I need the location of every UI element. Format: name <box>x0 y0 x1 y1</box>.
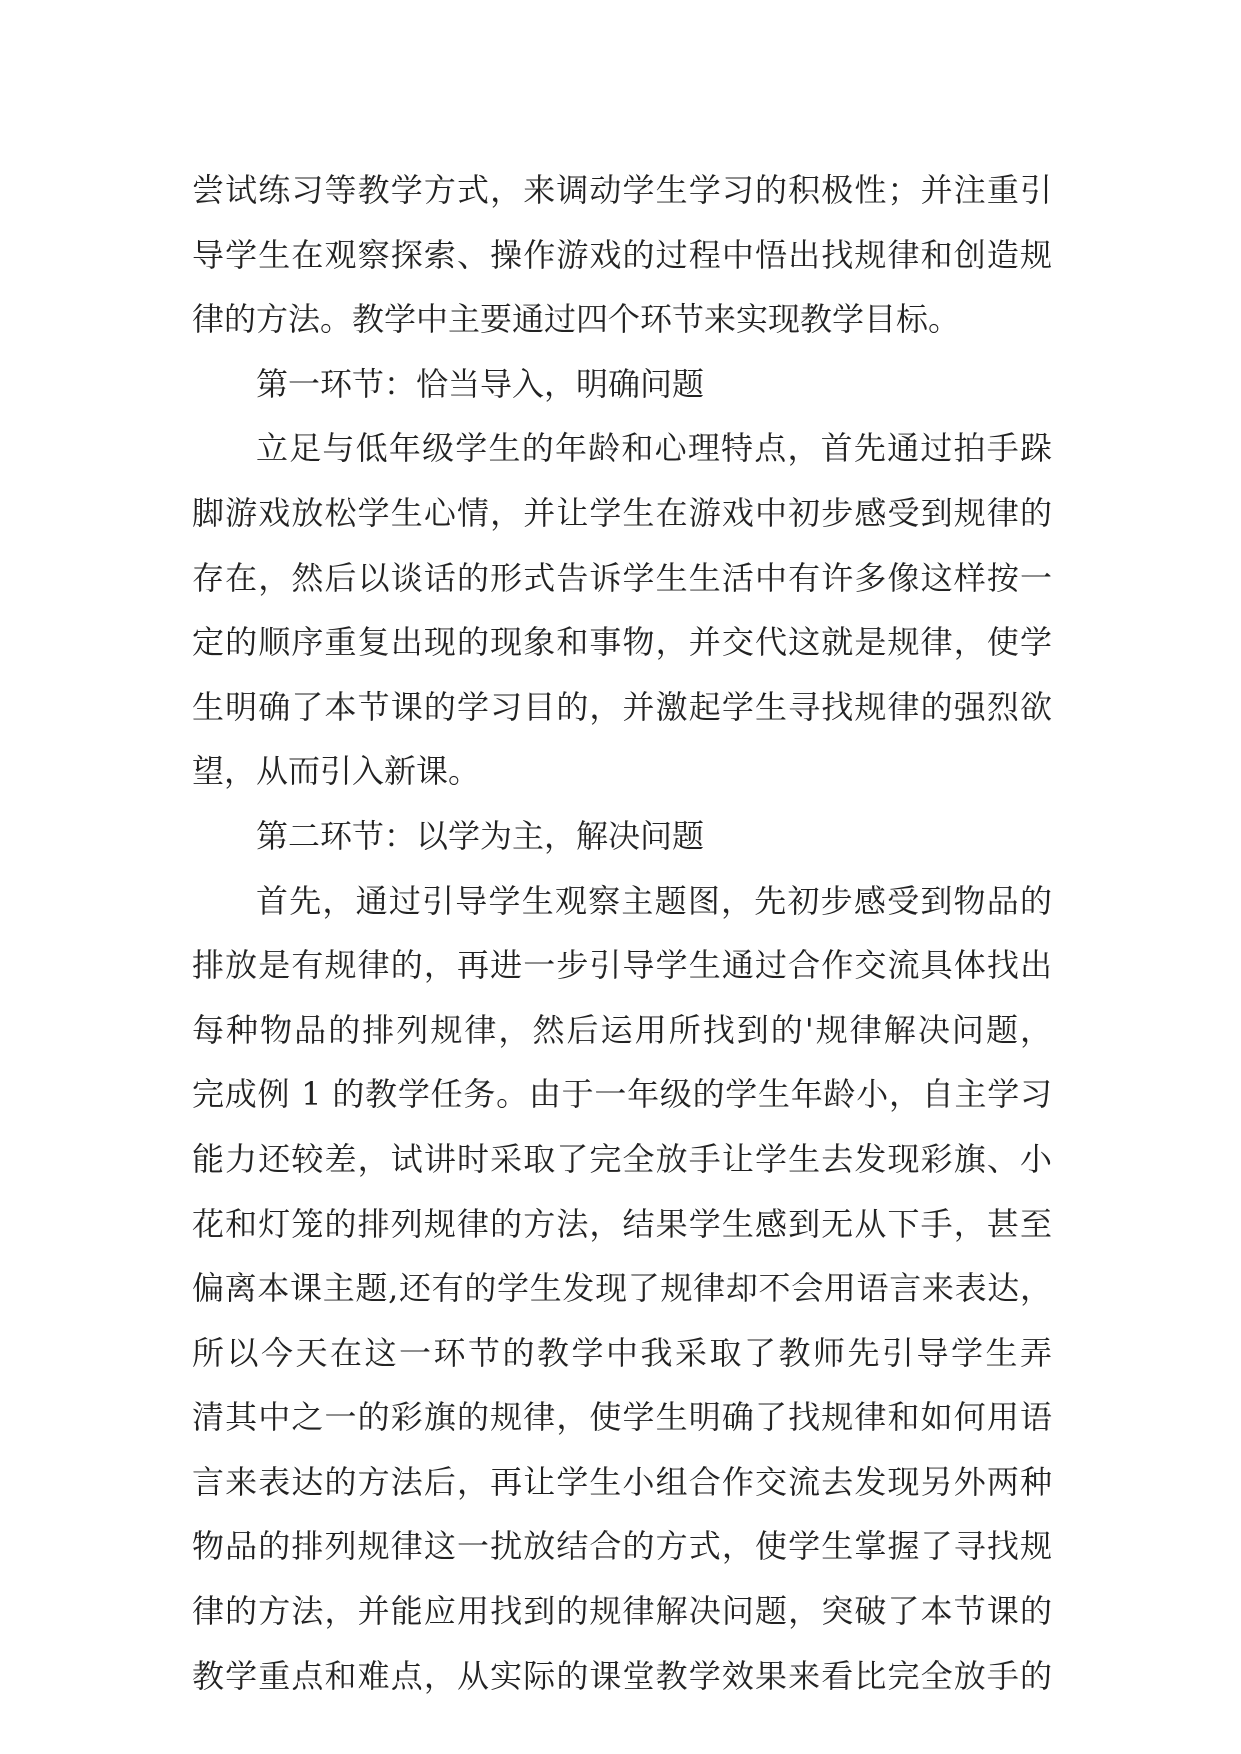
text-line: 言来表达的方法后，再让学生小组合作交流去发现另外两种 <box>192 1462 1052 1501</box>
text-line: 物品的排列规律这一扰放结合的方式，使学生掌握了寻找规 <box>192 1527 1052 1566</box>
text-line: 脚游戏放松学生心情，并让学生在游戏中初步感受到规律的 <box>192 493 1052 532</box>
text-line: 首先，通过引导学生观察主题图，先初步感受到物品的 <box>256 881 1052 920</box>
text-line: 能力还较差，试讲时采取了完全放手让学生去发现彩旗、小 <box>192 1139 1052 1178</box>
text-line: 律的方法。教学中主要通过四个环节来实现教学目标。 <box>192 300 961 339</box>
text-line: 存在，然后以谈话的形式告诉学生生活中有许多像这样按一 <box>192 558 1052 597</box>
text-line: 完成例 1 的教学任务。由于一年级的学生年龄小，自主学习 <box>192 1075 1052 1114</box>
text-line: 导学生在观察探索、操作游戏的过程中悟出找规律和创造规 <box>192 235 1052 274</box>
text-line: 立足与低年级学生的年龄和心理特点，首先通过拍手跺 <box>256 429 1052 468</box>
text-line: 生明确了本节课的学习目的，并激起学生寻找规律的强烈欲 <box>192 687 1052 726</box>
text-line: 尝试练习等教学方式，来调动学生学习的积极性；并注重引 <box>192 171 1052 209</box>
document-body <box>192 158 1052 1708</box>
text-line: 清其中之一的彩旗的规律，使学生明确了找规律和如何用语 <box>192 1398 1052 1437</box>
text-line: 每种物品的排列规律，然后运用所找到的'规律解决问题， <box>192 1010 1052 1049</box>
text-line: 律的方法，并能应用找到的规律解决问题，突破了本节课的 <box>192 1592 1052 1631</box>
text-line: 排放是有规律的，再进一步引导学生通过合作交流具体找出 <box>192 946 1052 985</box>
text-line: 望，从而引入新课。 <box>192 752 481 791</box>
text-line: 定的顺序重复出现的现象和事物，并交代这就是规律，使学 <box>192 623 1052 662</box>
text-line: 偏离本课主题,还有的学生发现了规律却不会用语言来表达， <box>192 1269 1052 1308</box>
text-line: 所以今天在这一环节的教学中我采取了教师先引导学生弄 <box>192 1333 1052 1372</box>
text-line: 教学重点和难点，从实际的课堂教学效果来看比完全放手的 <box>192 1656 1052 1695</box>
text-line: 第一环节：恰当导入，明确问题 <box>256 364 705 403</box>
text-line: 花和灯笼的排列规律的方法，结果学生感到无从下手，甚至 <box>192 1204 1052 1243</box>
text-line: 第二环节：以学为主，解决问题 <box>256 816 705 855</box>
